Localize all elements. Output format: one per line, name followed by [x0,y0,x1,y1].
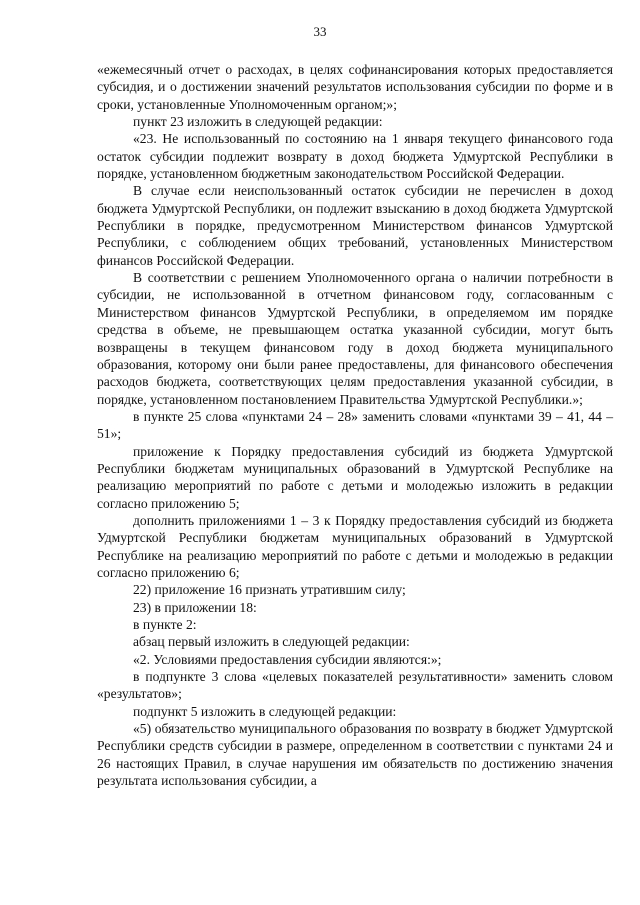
paragraph-1: «ежемесячный отчет о расходах, в целях софинансирования которых предоставляется субсидия, и о достижении значений результатов использования субсидии по форме и в сроки, установленные Уполномоченным органом;»; [97,62,613,112]
page-number: 33 [313,24,327,39]
paragraph-12: абзац первый изложить в следующей редакции: [133,634,410,650]
paragraph-8: дополнить приложениями 1 – 3 к Порядку предоставления субсидий из бюджета Удмуртской Республики бюджетам муниципальных образований в Удмуртской Республике на реализацию мероприятий по работе с детьми и молодежью в редакции согласно приложению 6; [97,512,613,580]
paragraph-10: 23) в приложении 18: [133,599,257,615]
paragraph-11: в пункте 2: [133,617,197,632]
paragraph-14: в подпункте 3 слова «целевых показателей результативности» заменить словом «результатов»; [97,669,613,702]
paragraph-13: «2. Условиями предоставления субсидии являются:»; [133,651,442,667]
paragraph-5: В соответствии с решением Уполномоченного органа о наличии потребности в субсидии, не использованной в отчетном финансовом году, согласованным с Министерством финансов Удмуртской Республики, в определяемом им порядке средства в объеме, не превышающем остатка указанной субсидии, могут быть возвращены в текущем финансовом году в доход бюджета муниципального образования, которому они были ранее предоставлены, для финансового обеспечения расходов бюджета, соответствующих целям предоставления указанной субсидии, в порядке, установленном постановлением Правительства Удмуртской Республики.»; [97,270,613,407]
paragraph-6: в пункте 25 слова «пунктами 24 – 28» заменить словами «пунктами 39 – 41, 44 – 51»; [97,408,613,442]
document-body [97,61,613,789]
paragraph-3: «23. Не использованный по состоянию на 1 января текущего финансового года остаток субсидии подлежит возврату в доход бюджета Удмуртской Республики в порядке, установленном бюджетным законодательством Российской Федерации. [97,131,613,182]
paragraph-7: приложение к Порядку предоставления субсидий из бюджета Удмуртской Республики бюджетам муниципальных образований в Удмуртской Республике на реализацию мероприятий по работе с детьми и молодежью изложить в редакции согласно приложению 5; [97,443,613,511]
paragraph-4: В случае если неиспользованный остаток субсидии не перечислен в доход бюджета Удмуртской Республики, он подлежит взысканию в доход бюджета Удмуртской Республики в порядке, предусмотренном Министерством финансов Удмуртской Республики, с соблюдением общих требований, установленных Министерством финансов Российской Федерации. [97,183,613,268]
paragraph-16: «5) обязательство муниципального образования по возврату в бюджет Удмуртской Республики средств субсидии в размере, определенном в соответствии с пунктами 24 и 26 настоящих Правил, в случае нарушения им обязательств по достижению значения результата использования субсидии, а [97,721,613,789]
paragraph-15: подпункт 5 изложить в следующей редакции: [133,703,397,719]
paragraph-2: пункт 23 изложить в следующей редакции: [133,114,383,130]
paragraph-9: 22) приложение 16 признать утратившим силу; [133,582,406,598]
